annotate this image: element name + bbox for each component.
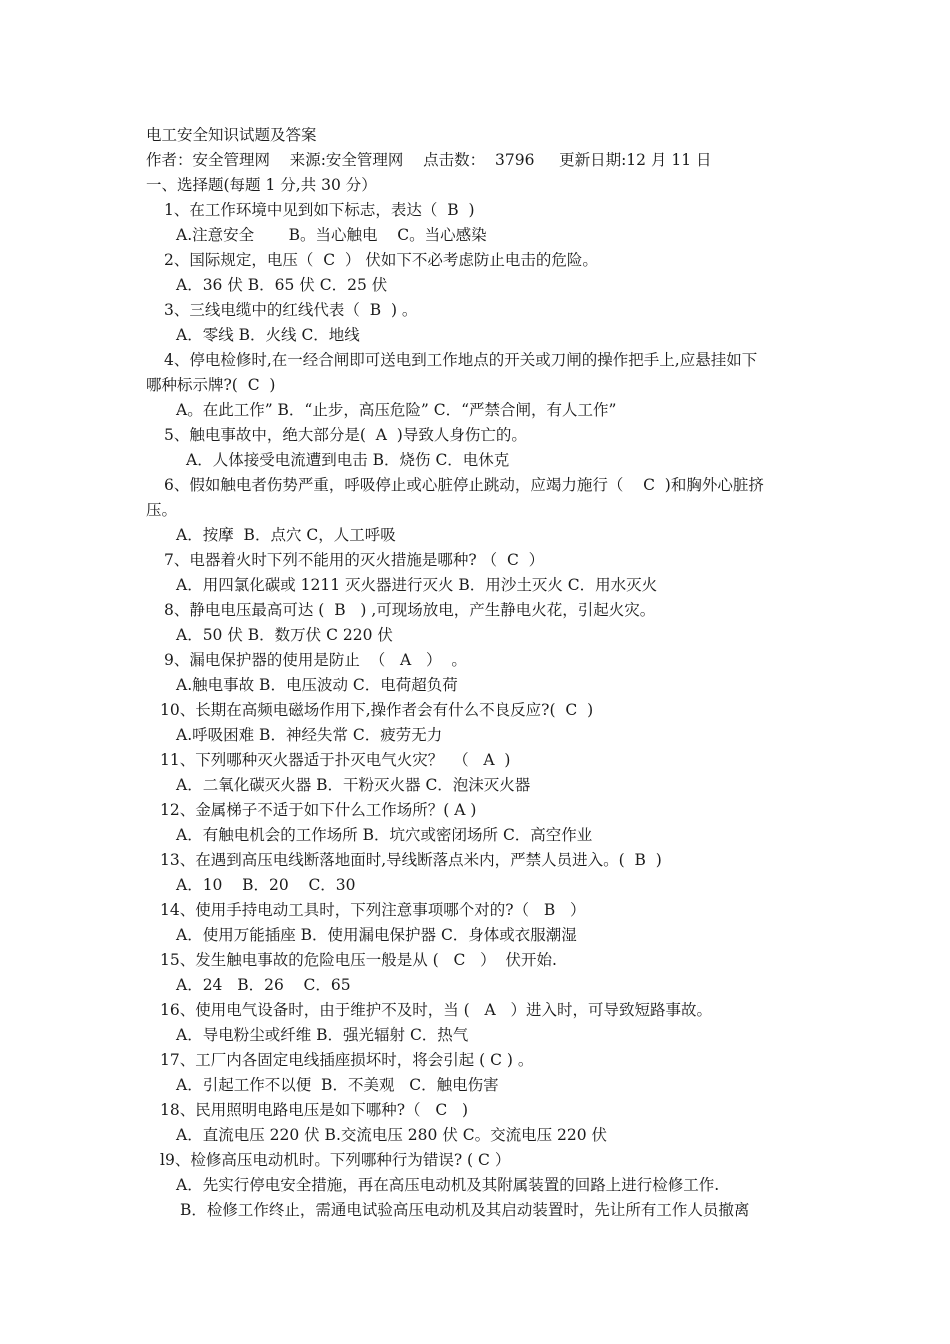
options-19-line-1: A．先实行停电安全措施，再在高压电动机及其附属装置的回路上进行检修工作. (176, 1176, 720, 1194)
question-4-line-2: 哪种标示牌?( C ) (146, 376, 276, 394)
question-19: l9、检修高压电动机时。下列哪种行为错误? ( C ） (160, 1151, 511, 1169)
question-16: 16、使用电气设备时，由于维护不及时，当 ( A ）进入时，可导致短路事故。 (160, 1001, 712, 1019)
options-3: A．零线 B．火线 C．地线 (176, 326, 360, 344)
question-3: 3、三线电缆中的红线代表（ B ) 。 (164, 301, 418, 319)
options-9: A.触电事故 B．电压波动 C．电荷超负荷 (176, 676, 458, 694)
question-9: 9、漏电保护器的使用是防止 （ A ） 。 (164, 651, 467, 669)
options-7: A．用四氯化碳或 1211 灭火器进行灭火 B．用沙土灭火 C．用水灭火 (176, 576, 658, 594)
question-8: 8、静电电压最高可达 ( B ) ,可现场放电，产生静电火花，引起火灾。 (164, 601, 656, 619)
question-14: 14、使用手持电动工具时，下列注意事项哪个对的?（ B ） (160, 901, 586, 919)
question-11: 11、下列哪种灭火器适于扑灭电气火灾？ （ A ) (160, 751, 511, 769)
question-6-line-2: 压。 (146, 501, 178, 519)
options-18: A．直流电压 220 伏 B.交流电压 280 伏 C。交流电压 220 伏 (176, 1126, 608, 1144)
question-1: 1、在工作环境中见到如下标志，表达（ B ) (164, 201, 475, 219)
section-heading: 一、选择题(每题 1 分,共 30 分） (146, 176, 377, 194)
options-14: A．使用万能插座 B．使用漏电保护器 C．身体或衣服潮湿 (176, 926, 577, 944)
question-7: 7、电器着火时下列不能用的灭火措施是哪种? （ C ） (164, 551, 545, 569)
options-12: A．有触电机会的工作场所 B．坑穴或密闭场所 C．高空作业 (176, 826, 593, 844)
question-13: 13、在遇到高压电线断落地面时,导线断落点米内，严禁人员进入。( B ) (160, 851, 662, 869)
options-16: A．导电粉尘或纤维 B．强光辐射 C．热气 (176, 1026, 469, 1044)
question-12: 12、金属梯子不适于如下什么工作场所？( A ) (160, 801, 477, 819)
options-8: A．50 伏 B．数万伏 C 220 伏 (176, 626, 393, 644)
question-10: 10、长期在高频电磁场作用下,操作者会有什么不良反应?( C ) (160, 701, 594, 719)
options-19-line-2: B．检修工作终止，需通电试验高压电动机及其启动装置时，先让所有工作人员撤离 (180, 1201, 750, 1219)
options-6: A．按摩 B．点穴 C，人工呼吸 (176, 526, 396, 544)
doc-meta: 作者：安全管理网 来源:安全管理网 点击数： 3796 更新日期:12 月 11 日 (146, 151, 712, 169)
options-10: A.呼吸困难 B．神经失常 C．疲劳无力 (176, 726, 443, 744)
options-11: A．二氧化碳灭火器 B．干粉灭火器 C．泡沫灭火器 (176, 776, 531, 794)
question-6-line-1: 6、假如触电者伤势严重，呼吸停止或心脏停止跳动，应竭力施行（ C )和胸外心脏挤 (164, 476, 764, 494)
options-4: A。在此工作” B．“止步，高压危险” C．“严禁合闸，有人工作” (176, 401, 617, 419)
question-5: 5、触电事故中，绝大部分是( A )导致人身伤亡的。 (164, 426, 527, 444)
question-4-line-1: 4、停电检修时,在一经合闸即可送电到工作地点的开关或刀闸的操作把手上,应悬挂如下 (164, 351, 758, 369)
question-18: 18、民用照明电路电压是如下哪种?（ C ) (160, 1101, 469, 1119)
question-15: 15、发生触电事故的危险电压一般是从 ( C ） 伏开始. (160, 951, 557, 969)
options-13: A．10 B．20 C．30 (176, 876, 356, 894)
options-1: A.注意安全 B。当心触电 C。当心感染 (176, 226, 487, 244)
options-17: A．引起工作不以便 B．不美观 C．触电伤害 (176, 1076, 499, 1094)
options-2: A．36 伏 B．65 伏 C．25 伏 (176, 276, 388, 294)
options-15: A．24 B．26 C．65 (176, 976, 351, 994)
question-2: 2、国际规定，电压（ C ） 伏如下不必考虑防止电击的危险。 (164, 251, 598, 269)
question-17: 17、工厂内各固定电线插座损坏时，将会引起 ( C ) 。 (160, 1051, 534, 1069)
options-5: A．人体接受电流遭到电击 B．烧伤 C．电休克 (186, 451, 510, 469)
doc-title: 电工安全知识试题及答案 (146, 126, 317, 144)
